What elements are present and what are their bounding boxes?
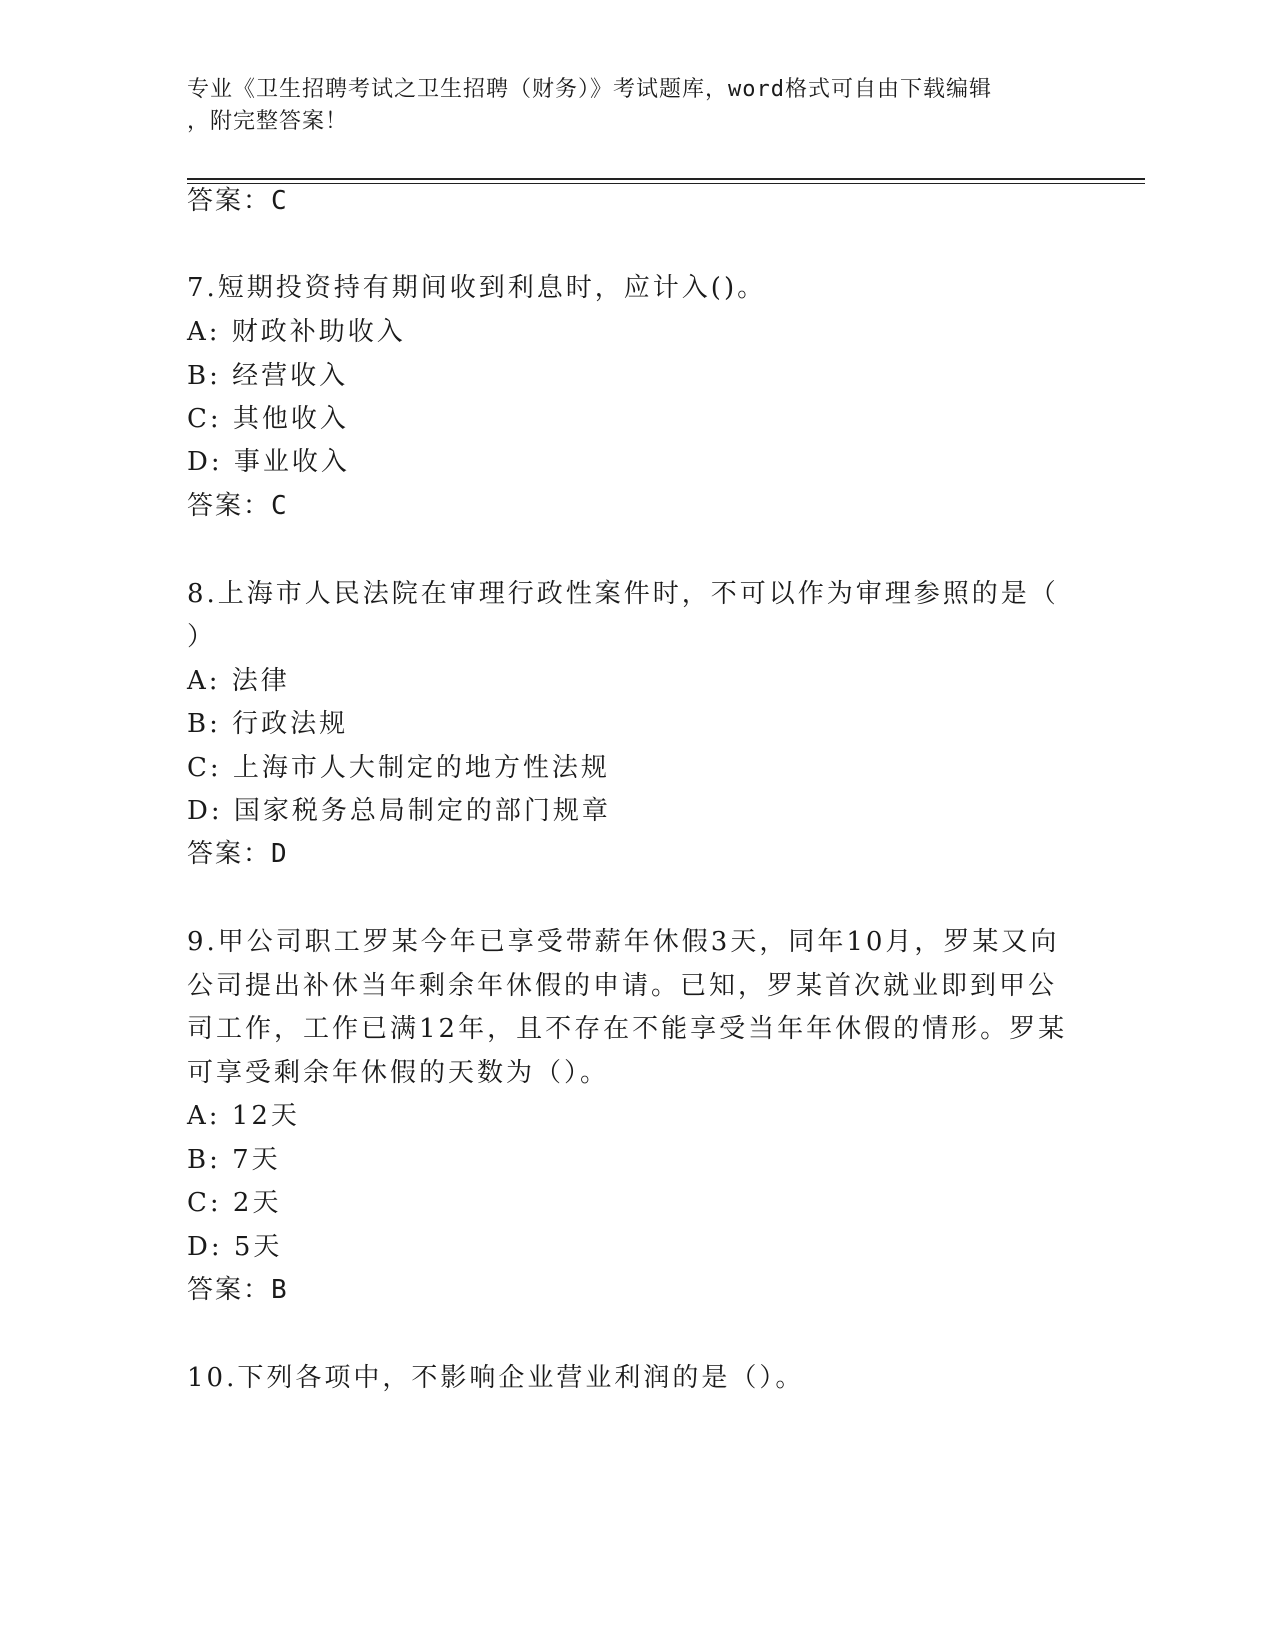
question-9-stem-line-2: 公司提出补休当年剩余年休假的申请。已知，罗某首次就业即到甲公 (187, 971, 1058, 1001)
answer-label: 答案： (187, 839, 272, 869)
answer-label: 答案： (187, 1275, 272, 1305)
document-header (187, 74, 1087, 138)
question-8-option-d: D: 国家税务总局制定的部门规章 (187, 796, 611, 826)
header-line-2: ，附完整答案！ (187, 109, 349, 134)
answer-label: 答案： (187, 491, 272, 521)
question-9-option-a: A: 12天 (187, 1101, 300, 1131)
question-8-option-a: A: 法律 (187, 666, 290, 696)
question-8-option-c: C: 上海市人大制定的地方性法规 (187, 753, 610, 783)
question-8-option-b: B: 行政法规 (187, 709, 349, 739)
answer-line (187, 185, 289, 217)
answer-label: 答案： (187, 186, 272, 216)
question-8-stem-line-1: 8.上海市人民法院在审理行政性案件时，不可以作为审理参照的是（ (187, 579, 1059, 609)
question-7-stem: 7.短期投资持有期间收到利息时，应计入()。 (187, 273, 767, 303)
question-9-option-b: B: 7天 (187, 1145, 281, 1175)
question-9-option-c: C: 2天 (187, 1188, 282, 1218)
answer-value: D (271, 839, 289, 869)
header-divider-thin (187, 183, 1145, 184)
question-7-option-a: A: 财政补助收入 (187, 317, 406, 347)
header-divider-thick (187, 178, 1145, 180)
question-7-option-d: D: 事业收入 (187, 447, 350, 477)
question-9-option-d: D: 5天 (187, 1232, 283, 1262)
question-10-stem: 10.下列各项中，不影响企业营业利润的是（）。 (187, 1363, 805, 1393)
question-9-stem-line-3: 司工作，工作已满12年，且不存在不能享受当年年休假的情形。罗某 (187, 1014, 1068, 1044)
answer-value: C (271, 491, 289, 521)
question-9-stem-line-4: 可享受剩余年休假的天数为（）。 (187, 1058, 610, 1088)
question-7-answer (187, 490, 289, 522)
question-7-option-c: C: 其他收入 (187, 404, 349, 434)
question-9-stem-line-1: 9.甲公司职工罗某今年已享受带薪年休假3天，同年10月，罗某又向 (187, 927, 1060, 957)
question-8-stem-line-2: ） (187, 622, 217, 652)
answer-value: B (271, 1275, 289, 1305)
question-8-answer (187, 838, 289, 870)
header-line-1: 专业《卫生招聘考试之卫生招聘（财务）》考试题库，word格式可自由下载编辑 (187, 77, 992, 102)
answer-value: C (271, 186, 289, 216)
question-9-answer (187, 1274, 289, 1306)
question-7-option-b: B: 经营收入 (187, 361, 349, 391)
